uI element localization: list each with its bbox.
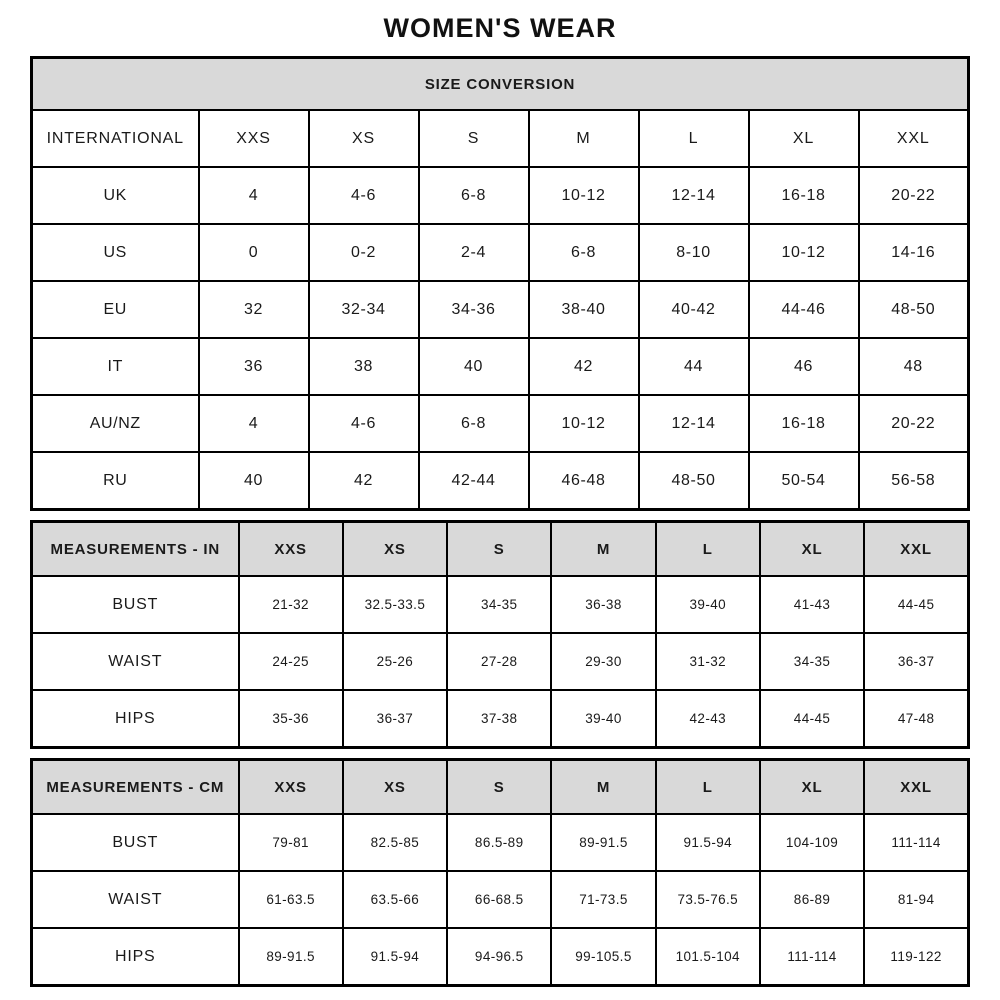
row-label: HIPS — [32, 928, 239, 986]
size-cell: 44 — [639, 338, 749, 395]
column-header-xxl: XXL — [864, 522, 968, 577]
size-cell: 2-4 — [419, 224, 529, 281]
size-cell: 38-40 — [529, 281, 639, 338]
measurement-cell: 101.5-104 — [656, 928, 760, 986]
column-header-m: M — [529, 110, 639, 167]
measurement-cell: 86-89 — [760, 871, 864, 928]
table-row-aunz — [32, 395, 969, 452]
measurement-cell: 31-32 — [656, 633, 760, 690]
size-cell: 8-10 — [639, 224, 749, 281]
size-cell: 12-14 — [639, 167, 749, 224]
measurement-cell: 104-109 — [760, 814, 864, 871]
measurements-in-header-row — [32, 522, 969, 577]
size-cell: 40-42 — [639, 281, 749, 338]
measurement-cell: 44-45 — [760, 690, 864, 748]
measurement-cell: 36-37 — [343, 690, 447, 748]
size-cell: 40 — [419, 338, 529, 395]
column-header-xxs: XXS — [239, 522, 343, 577]
size-cell: 36 — [199, 338, 309, 395]
size-cell: 10-12 — [529, 395, 639, 452]
measurements-cm-title: MEASUREMENTS - CM — [32, 760, 239, 815]
size-cell: 34-36 — [419, 281, 529, 338]
size-cell: 0-2 — [309, 224, 419, 281]
measurement-cell: 44-45 — [864, 576, 968, 633]
measurements-in-title: MEASUREMENTS - IN — [32, 522, 239, 577]
measurement-cell: 35-36 — [239, 690, 343, 748]
size-cell: 38 — [309, 338, 419, 395]
size-cell: 6-8 — [529, 224, 639, 281]
column-header-xxl: XXL — [864, 760, 968, 815]
table-row-ru — [32, 452, 969, 510]
size-cell: 6-8 — [419, 395, 529, 452]
column-header-xxs: XXS — [239, 760, 343, 815]
measurements-cm-table — [30, 758, 970, 987]
row-label: WAIST — [32, 871, 239, 928]
column-header-s: S — [419, 110, 529, 167]
table-row-it — [32, 338, 969, 395]
measurements-in-table — [30, 520, 970, 749]
measurement-cell: 21-32 — [239, 576, 343, 633]
table-gap — [30, 511, 970, 520]
size-cell: 44-46 — [749, 281, 859, 338]
measurement-cell: 119-122 — [864, 928, 968, 986]
row-label: BUST — [32, 576, 239, 633]
measurement-cell: 29-30 — [551, 633, 655, 690]
measurement-cell: 82.5-85 — [343, 814, 447, 871]
column-header-xs: XS — [309, 110, 419, 167]
size-cell: 12-14 — [639, 395, 749, 452]
row-label: HIPS — [32, 690, 239, 748]
page-title: WOMEN'S WEAR — [383, 13, 617, 43]
row-label: EU — [32, 281, 199, 338]
row-label: WAIST — [32, 633, 239, 690]
size-cell: 14-16 — [859, 224, 969, 281]
measurement-cell: 61-63.5 — [239, 871, 343, 928]
column-header-s: S — [447, 522, 551, 577]
measurement-cell: 39-40 — [551, 690, 655, 748]
size-cell: 10-12 — [749, 224, 859, 281]
table-row-hips-cm — [32, 928, 969, 986]
table-row-eu — [32, 281, 969, 338]
size-cell: 16-18 — [749, 395, 859, 452]
size-cell: 40 — [199, 452, 309, 510]
column-header-xxl: XXL — [859, 110, 969, 167]
size-cell: 4-6 — [309, 167, 419, 224]
table-row-bust-in — [32, 576, 969, 633]
measurement-cell: 89-91.5 — [239, 928, 343, 986]
column-header-xl: XL — [760, 760, 864, 815]
measurement-cell: 41-43 — [760, 576, 864, 633]
column-header-xs: XS — [343, 760, 447, 815]
measurement-cell: 37-38 — [447, 690, 551, 748]
size-cell: 32-34 — [309, 281, 419, 338]
size-cell: 20-22 — [859, 167, 969, 224]
column-header-xl: XL — [760, 522, 864, 577]
column-header-xs: XS — [343, 522, 447, 577]
column-header-l: L — [656, 760, 760, 815]
measurement-cell: 47-48 — [864, 690, 968, 748]
measurement-cell: 25-26 — [343, 633, 447, 690]
size-conversion-header-row — [32, 58, 969, 111]
measurement-cell: 99-105.5 — [551, 928, 655, 986]
row-label: UK — [32, 167, 199, 224]
column-header-l: L — [656, 522, 760, 577]
measurement-cell: 24-25 — [239, 633, 343, 690]
measurement-cell: 32.5-33.5 — [343, 576, 447, 633]
column-header-xl: XL — [749, 110, 859, 167]
measurement-cell: 39-40 — [656, 576, 760, 633]
measurement-cell: 34-35 — [447, 576, 551, 633]
size-cell: 48 — [859, 338, 969, 395]
size-cell: 46-48 — [529, 452, 639, 510]
row-label: AU/NZ — [32, 395, 199, 452]
column-header-xxs: XXS — [199, 110, 309, 167]
measurement-cell: 36-38 — [551, 576, 655, 633]
table-row-waist-cm — [32, 871, 969, 928]
size-cell: 6-8 — [419, 167, 529, 224]
row-label: BUST — [32, 814, 239, 871]
measurement-cell: 36-37 — [864, 633, 968, 690]
measurement-cell: 111-114 — [864, 814, 968, 871]
table-row-waist-in — [32, 633, 969, 690]
size-cell: 50-54 — [749, 452, 859, 510]
size-cell: 4-6 — [309, 395, 419, 452]
size-cell: 10-12 — [529, 167, 639, 224]
size-cell: 48-50 — [859, 281, 969, 338]
measurement-cell: 89-91.5 — [551, 814, 655, 871]
measurement-cell: 63.5-66 — [343, 871, 447, 928]
table-row-uk — [32, 167, 969, 224]
measurements-cm-header-row — [32, 760, 969, 815]
measurement-cell: 91.5-94 — [656, 814, 760, 871]
table-gap — [30, 749, 970, 758]
column-header-international: INTERNATIONAL — [32, 110, 199, 167]
row-label: IT — [32, 338, 199, 395]
measurement-cell: 27-28 — [447, 633, 551, 690]
column-header-s: S — [447, 760, 551, 815]
measurement-cell: 34-35 — [760, 633, 864, 690]
column-header-m: M — [551, 522, 655, 577]
row-label: RU — [32, 452, 199, 510]
column-header-l: L — [639, 110, 749, 167]
size-cell: 4 — [199, 167, 309, 224]
column-header-m: M — [551, 760, 655, 815]
table-row-us — [32, 224, 969, 281]
table-row-hips-in — [32, 690, 969, 748]
measurement-cell: 94-96.5 — [447, 928, 551, 986]
size-cell: 0 — [199, 224, 309, 281]
size-conversion-title: SIZE CONVERSION — [32, 58, 969, 111]
measurement-cell: 86.5-89 — [447, 814, 551, 871]
row-label: US — [32, 224, 199, 281]
size-cell: 46 — [749, 338, 859, 395]
size-cell: 16-18 — [749, 167, 859, 224]
measurement-cell: 73.5-76.5 — [656, 871, 760, 928]
size-cell: 4 — [199, 395, 309, 452]
size-conversion-table — [30, 56, 970, 511]
size-chart-page — [30, 0, 970, 987]
measurement-cell: 79-81 — [239, 814, 343, 871]
measurement-cell: 81-94 — [864, 871, 968, 928]
measurement-cell: 66-68.5 — [447, 871, 551, 928]
size-cell: 42 — [529, 338, 639, 395]
size-cell: 42-44 — [419, 452, 529, 510]
size-cell: 48-50 — [639, 452, 749, 510]
size-conversion-columns-row — [32, 110, 969, 167]
size-cell: 32 — [199, 281, 309, 338]
measurement-cell: 111-114 — [760, 928, 864, 986]
measurement-cell: 71-73.5 — [551, 871, 655, 928]
size-cell: 20-22 — [859, 395, 969, 452]
size-cell: 42 — [309, 452, 419, 510]
size-cell: 56-58 — [859, 452, 969, 510]
measurement-cell: 91.5-94 — [343, 928, 447, 986]
table-row-bust-cm — [32, 814, 969, 871]
measurement-cell: 42-43 — [656, 690, 760, 748]
